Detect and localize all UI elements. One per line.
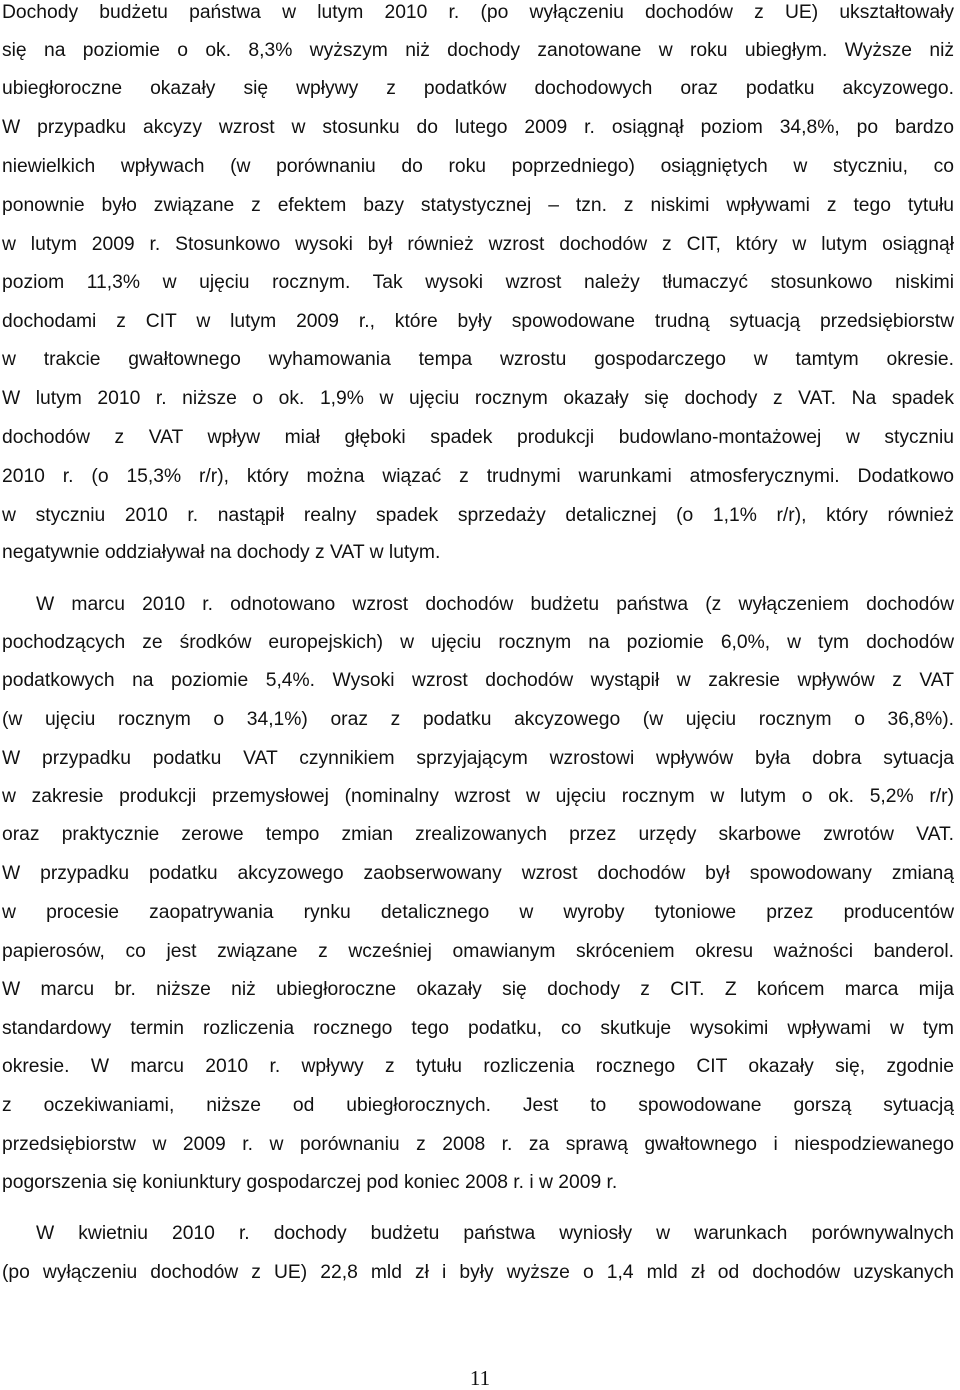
text-line: okresie. W marcu 2010 r. wpływy z tytułu rozliczenia rocznego CIT okazały się, zgodnie: [2, 1056, 954, 1077]
text-line: poziom 11,3% w ujęciu rocznym. Tak wysoki wzrost należy tłumaczyć stosunkowo niskimi: [2, 272, 954, 293]
text-line: się na poziomie o ok. 8,3% wyższym niż dochody zanotowane w roku ubiegłym. Wyższe niż: [2, 40, 954, 61]
text-line: ubiegłoroczne okazały się wpływy z podatków dochodowych oraz podatku akcyzowego.: [2, 78, 954, 99]
text-line: (w ujęciu rocznym o 34,1%) oraz z podatku akcyzowego (w ujęciu rocznym o 36,8%).: [2, 709, 954, 730]
text-line: W przypadku podatku VAT czynnikiem sprzyjającym wzrostowi wpływów była dobra sytuacja: [2, 748, 954, 769]
text-line: w procesie zaopatrywania rynku detalicznego w wyroby tytoniowe przez producentów: [2, 902, 954, 923]
text-line: W przypadku akcyzy wzrost w stosunku do lutego 2009 r. osiągnął poziom 34,8%, po bardzo: [2, 117, 954, 138]
text-line: pochodzących ze środków europejskich) w ujęciu rocznym na poziomie 6,0%, w tym dochodów: [2, 632, 954, 653]
text-line: przedsiębiorstw w 2009 r. w porównaniu z 2008 r. za sprawą gwałtownego i niespodziewanego: [2, 1134, 954, 1155]
text-line: ponownie było związane z efektem bazy statystycznej – tzn. z niskimi wpływami z tego tytułu: [2, 195, 954, 216]
text-line: niewielkich wpływach (w porównaniu do roku poprzedniego) osiągniętych w styczniu, co: [2, 156, 954, 177]
text-line: dochodów z VAT wpływ miał głęboki spadek produkcji budowlano-montażowej w styczniu: [2, 427, 954, 448]
text-line: w zakresie produkcji przemysłowej (nominalny wzrost w ujęciu rocznym w lutym o ok. 5,2% r/r): [2, 786, 954, 807]
text-line: W lutym 2010 r. niższe o ok. 1,9% w ujęciu rocznym okazały się dochody z VAT. Na spadek: [2, 388, 954, 409]
text-line: standardowy termin rozliczenia rocznego tego podatku, co skutkuje wysokimi wpływami w tym: [2, 1018, 954, 1039]
text-line: W marcu br. niższe niż ubiegłoroczne okazały się dochody z CIT. Z końcem marca mija: [2, 979, 954, 1000]
text-line: Dochody budżetu państwa w lutym 2010 r. (po wyłączeniu dochodów z UE) ukształtowały: [2, 2, 954, 23]
text-line: W kwietniu 2010 r. dochody budżetu państwa wyniosły w warunkach porównywalnych: [36, 1223, 954, 1244]
text-line: negatywnie oddziaływał na dochody z VAT w lutym.: [2, 542, 441, 563]
text-line: oraz praktycznie zerowe tempo zmian zrealizowanych przez urzędy skarbowe zwrotów VAT.: [2, 824, 954, 845]
text-line: z oczekiwaniami, niższe od ubiegłorocznych. Jest to spowodowane gorszą sytuacją: [2, 1095, 954, 1116]
text-line: 2010 r. (o 15,3% r/r), który można wiązać z trudnymi warunkami atmosferycznymi. Dodatkowo: [2, 466, 954, 487]
text-line: podatkowych na poziomie 5,4%. Wysoki wzrost dochodów wystąpił w zakresie wpływów z VAT: [2, 670, 954, 691]
text-line: pogorszenia się koniunktury gospodarczej pod koniec 2008 r. i w 2009 r.: [2, 1172, 618, 1193]
text-line: w trakcie gwałtownego wyhamowania tempa wzrostu gospodarczego w tamtym okresie.: [2, 349, 954, 370]
text-line: (po wyłączeniu dochodów z UE) 22,8 mld zł i były wyższe o 1,4 mld zł od dochodów uzyskanych: [2, 1262, 954, 1283]
text-line: w lutym 2009 r. Stosunkowo wysoki był również wzrost dochodów z CIT, który w lutym osiągnął: [2, 234, 954, 255]
text-line: dochodami z CIT w lutym 2009 r., które były spowodowane trudną sytuacją przedsiębiorstw: [2, 311, 954, 332]
page-number: 11: [469, 1366, 491, 1390]
text-line: W marcu 2010 r. odnotowano wzrost dochodów budżetu państwa (z wyłączeniem dochodów: [36, 594, 954, 615]
text-line: papierosów, co jest związane z wcześniej omawianym skróceniem okresu ważności banderol.: [2, 941, 954, 962]
text-line: W przypadku podatku akcyzowego zaobserwowany wzrost dochodów był spowodowany zmianą: [2, 863, 954, 884]
text-line: w styczniu 2010 r. nastąpił realny spadek sprzedaży detalicznej (o 1,1% r/r), który również: [2, 505, 954, 526]
